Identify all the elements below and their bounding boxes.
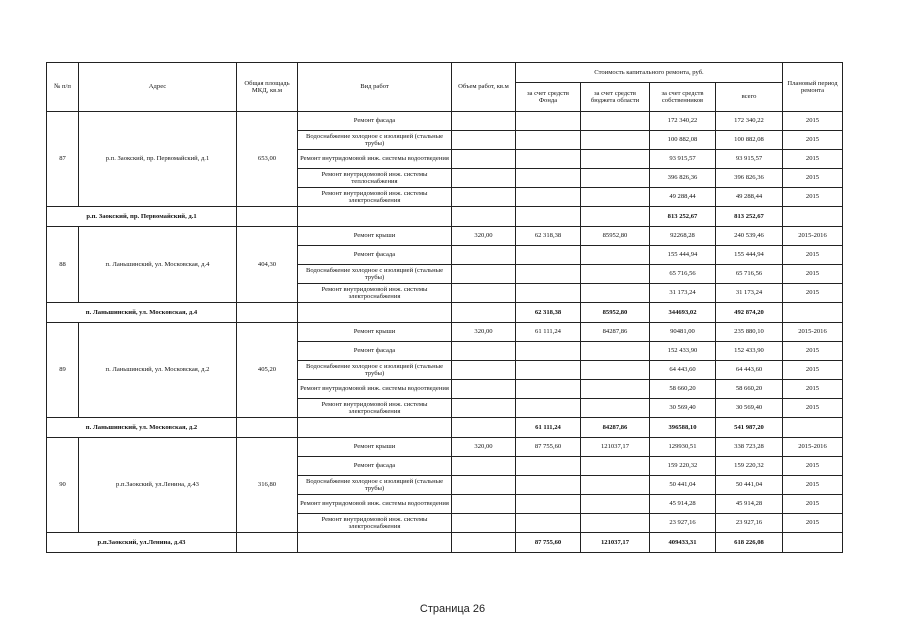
period-cell: 2015 xyxy=(783,131,843,150)
owners-cell: 64 443,60 xyxy=(650,361,716,380)
total-cell: 31 173,24 xyxy=(716,284,783,303)
header-area: Общая площадь МКД, кв.м xyxy=(237,63,298,112)
owners-cell: 23 927,16 xyxy=(650,514,716,533)
period-cell: 2015 xyxy=(783,495,843,514)
total-empty-cell xyxy=(452,533,516,553)
total-owners: 396588,10 xyxy=(650,418,716,438)
table-row xyxy=(47,112,843,131)
work-type-cell: Ремонт крыши xyxy=(298,227,452,246)
volume-cell xyxy=(452,246,516,265)
work-type-cell: Ремонт фасада xyxy=(298,112,452,131)
total-cell: 240 539,46 xyxy=(716,227,783,246)
total-owners: 409433,31 xyxy=(650,533,716,553)
work-type-cell: Ремонт фасада xyxy=(298,246,452,265)
header-total: всего xyxy=(716,83,783,112)
page-number: Страница 26 xyxy=(419,603,486,615)
owners-cell: 172 340,22 xyxy=(650,112,716,131)
fund-cell xyxy=(516,150,581,169)
repair-cost-table xyxy=(46,62,843,553)
volume-cell xyxy=(452,457,516,476)
total-region: 84287,86 xyxy=(581,418,650,438)
total-row xyxy=(47,207,843,227)
owners-cell: 49 288,44 xyxy=(650,188,716,207)
period-cell: 2015 xyxy=(783,169,843,188)
row-number: 87 xyxy=(47,112,79,207)
owners-cell: 65 716,56 xyxy=(650,265,716,284)
total-cell: 155 444,94 xyxy=(716,246,783,265)
region-cell xyxy=(581,476,650,495)
total-cell: 50 441,04 xyxy=(716,476,783,495)
table-body xyxy=(47,112,843,553)
total-cell: 65 716,56 xyxy=(716,265,783,284)
period-cell: 2015 xyxy=(783,342,843,361)
row-area: 316,80 xyxy=(237,438,298,533)
period-cell: 2015 xyxy=(783,514,843,533)
region-cell xyxy=(581,131,650,150)
fund-cell xyxy=(516,112,581,131)
total-empty-cell xyxy=(298,533,452,553)
header-address: Адрес xyxy=(79,63,237,112)
row-area: 405,20 xyxy=(237,323,298,418)
total-label: п. Ланьшинский, ул. Московская, д.2 xyxy=(47,418,237,438)
period-cell: 2015 xyxy=(783,150,843,169)
fund-cell xyxy=(516,476,581,495)
work-type-cell: Водоснабжение холодное с изоляцией (стальные трубы) xyxy=(298,476,452,495)
total-empty-cell xyxy=(237,418,298,438)
fund-cell xyxy=(516,457,581,476)
region-cell xyxy=(581,380,650,399)
work-type-cell: Ремонт внутридомовой инж. системы электроснабжения xyxy=(298,399,452,418)
fund-cell xyxy=(516,514,581,533)
region-cell xyxy=(581,361,650,380)
total-cell: 64 443,60 xyxy=(716,361,783,380)
period-cell: 2015 xyxy=(783,246,843,265)
fund-cell xyxy=(516,169,581,188)
region-cell xyxy=(581,246,650,265)
region-cell xyxy=(581,342,650,361)
total-empty-cell xyxy=(298,303,452,323)
total-empty-cell xyxy=(237,303,298,323)
region-cell: 85952,80 xyxy=(581,227,650,246)
work-type-cell: Ремонт фасада xyxy=(298,457,452,476)
total-region: 121037,17 xyxy=(581,533,650,553)
total-empty-cell xyxy=(298,207,452,227)
owners-cell: 93 915,57 xyxy=(650,150,716,169)
volume-cell xyxy=(452,112,516,131)
fund-cell: 87 755,60 xyxy=(516,438,581,457)
region-cell: 84287,86 xyxy=(581,323,650,342)
period-cell: 2015-2016 xyxy=(783,323,843,342)
owners-cell: 90481,00 xyxy=(650,323,716,342)
total-label: р.п.Заокский, ул.Ленина, д.43 xyxy=(47,533,237,553)
fund-cell xyxy=(516,495,581,514)
total-label: п. Ланьшинский, ул. Московская, д.4 xyxy=(47,303,237,323)
volume-cell xyxy=(452,265,516,284)
total-empty-cell xyxy=(298,418,452,438)
total-row xyxy=(47,533,843,553)
total-cell: 49 288,44 xyxy=(716,188,783,207)
total-sum: 541 987,20 xyxy=(716,418,783,438)
total-cell: 152 433,90 xyxy=(716,342,783,361)
region-cell xyxy=(581,514,650,533)
volume-cell xyxy=(452,399,516,418)
work-type-cell: Ремонт крыши xyxy=(298,438,452,457)
total-label: р.п. Заокский, пр. Первомайский, д.1 xyxy=(47,207,237,227)
fund-cell: 62 318,38 xyxy=(516,227,581,246)
total-cell: 100 882,08 xyxy=(716,131,783,150)
fund-cell xyxy=(516,380,581,399)
period-cell: 2015 xyxy=(783,284,843,303)
fund-cell xyxy=(516,188,581,207)
header-num: № п/п xyxy=(47,63,79,112)
owners-cell: 155 444,94 xyxy=(650,246,716,265)
fund-cell xyxy=(516,342,581,361)
total-fund: 61 111,24 xyxy=(516,418,581,438)
fund-cell: 61 111,24 xyxy=(516,323,581,342)
work-type-cell: Ремонт внутридомовой инж. системы электроснабжения xyxy=(298,284,452,303)
work-type-cell: Ремонт внутридомовой инж. системы водоотведения xyxy=(298,150,452,169)
volume-cell xyxy=(452,150,516,169)
header-period: Плановый период ремонта xyxy=(783,63,843,112)
owners-cell: 50 441,04 xyxy=(650,476,716,495)
total-empty-cell xyxy=(783,533,843,553)
region-cell xyxy=(581,399,650,418)
header-fund: за счет средств Фонда xyxy=(516,83,581,112)
volume-cell: 320,00 xyxy=(452,438,516,457)
total-cell: 30 569,40 xyxy=(716,399,783,418)
period-cell: 2015 xyxy=(783,380,843,399)
header-cost-group: Стоимость капитального ремонта, руб. xyxy=(516,63,783,83)
period-cell: 2015 xyxy=(783,399,843,418)
total-cell: 235 880,10 xyxy=(716,323,783,342)
period-cell: 2015 xyxy=(783,361,843,380)
total-cell: 45 914,28 xyxy=(716,495,783,514)
work-type-cell: Ремонт внутридомовой инж. системы электроснабжения xyxy=(298,188,452,207)
total-sum: 492 874,20 xyxy=(716,303,783,323)
fund-cell xyxy=(516,131,581,150)
total-cell: 93 915,57 xyxy=(716,150,783,169)
total-owners: 344693,02 xyxy=(650,303,716,323)
total-empty-cell xyxy=(783,303,843,323)
total-fund: 62 318,38 xyxy=(516,303,581,323)
period-cell: 2015-2016 xyxy=(783,438,843,457)
total-empty-cell xyxy=(452,207,516,227)
total-sum: 813 252,67 xyxy=(716,207,783,227)
volume-cell xyxy=(452,495,516,514)
row-area: 653,00 xyxy=(237,112,298,207)
owners-cell: 159 220,32 xyxy=(650,457,716,476)
total-row xyxy=(47,418,843,438)
volume-cell xyxy=(452,131,516,150)
volume-cell xyxy=(452,514,516,533)
row-number: 89 xyxy=(47,323,79,418)
work-type-cell: Водоснабжение холодное с изоляцией (стальные трубы) xyxy=(298,131,452,150)
row-address: р.п.Заокский, ул.Ленина, д.43 xyxy=(79,438,237,533)
work-type-cell: Ремонт внутридомовой инж. системы водоотведения xyxy=(298,380,452,399)
total-cell: 396 826,36 xyxy=(716,169,783,188)
volume-cell xyxy=(452,188,516,207)
total-sum: 618 226,08 xyxy=(716,533,783,553)
total-cell: 23 927,16 xyxy=(716,514,783,533)
work-type-cell: Ремонт крыши xyxy=(298,323,452,342)
owners-cell: 30 569,40 xyxy=(650,399,716,418)
total-row xyxy=(47,303,843,323)
row-address: р.п. Заокский, пр. Первомайский, д.1 xyxy=(79,112,237,207)
header-volume: Объем работ, кв.м xyxy=(452,63,516,112)
region-cell xyxy=(581,495,650,514)
period-cell: 2015 xyxy=(783,457,843,476)
period-cell: 2015 xyxy=(783,476,843,495)
fund-cell xyxy=(516,361,581,380)
region-cell xyxy=(581,457,650,476)
owners-cell: 396 826,36 xyxy=(650,169,716,188)
total-owners: 813 252,67 xyxy=(650,207,716,227)
total-empty-cell xyxy=(237,207,298,227)
total-empty-cell xyxy=(452,303,516,323)
total-fund: 87 755,60 xyxy=(516,533,581,553)
owners-cell: 100 882,08 xyxy=(650,131,716,150)
total-empty-cell xyxy=(783,418,843,438)
period-cell: 2015 xyxy=(783,265,843,284)
period-cell: 2015 xyxy=(783,188,843,207)
header-region: за счет средств бюджета области xyxy=(581,83,650,112)
volume-cell xyxy=(452,342,516,361)
work-type-cell: Ремонт внутридомовой инж. системы теплоснабжения xyxy=(298,169,452,188)
fund-cell xyxy=(516,399,581,418)
fund-cell xyxy=(516,284,581,303)
volume-cell xyxy=(452,476,516,495)
table-row xyxy=(47,227,843,246)
work-type-cell: Водоснабжение холодное с изоляцией (стальные трубы) xyxy=(298,361,452,380)
row-address: п. Ланьшинский, ул. Московская, д.2 xyxy=(79,323,237,418)
fund-cell xyxy=(516,246,581,265)
owners-cell: 45 914,28 xyxy=(650,495,716,514)
table-row xyxy=(47,323,843,342)
volume-cell: 320,00 xyxy=(452,227,516,246)
total-cell: 172 340,22 xyxy=(716,112,783,131)
region-cell xyxy=(581,150,650,169)
period-cell: 2015 xyxy=(783,112,843,131)
volume-cell xyxy=(452,380,516,399)
region-cell xyxy=(581,169,650,188)
region-cell xyxy=(581,112,650,131)
table-row xyxy=(47,438,843,457)
total-empty-cell xyxy=(452,418,516,438)
total-empty-cell xyxy=(783,207,843,227)
fund-cell xyxy=(516,265,581,284)
region-cell: 121037,17 xyxy=(581,438,650,457)
volume-cell xyxy=(452,284,516,303)
owners-cell: 58 660,20 xyxy=(650,380,716,399)
period-cell: 2015-2016 xyxy=(783,227,843,246)
total-cell: 338 723,28 xyxy=(716,438,783,457)
total-region xyxy=(581,207,650,227)
total-cell: 58 660,20 xyxy=(716,380,783,399)
total-fund xyxy=(516,207,581,227)
row-address: п. Ланьшинский, ул. Московская, д.4 xyxy=(79,227,237,303)
total-empty-cell xyxy=(237,533,298,553)
region-cell xyxy=(581,265,650,284)
work-type-cell: Ремонт внутридомовой инж. системы электроснабжения xyxy=(298,514,452,533)
header-owners: за счет средств собственников xyxy=(650,83,716,112)
total-region: 85952,80 xyxy=(581,303,650,323)
volume-cell: 320,00 xyxy=(452,323,516,342)
volume-cell xyxy=(452,169,516,188)
work-type-cell: Водоснабжение холодное с изоляцией (стальные трубы) xyxy=(298,265,452,284)
row-area: 404,30 xyxy=(237,227,298,303)
region-cell xyxy=(581,188,650,207)
owners-cell: 152 433,90 xyxy=(650,342,716,361)
row-number: 88 xyxy=(47,227,79,303)
owners-cell: 129930,51 xyxy=(650,438,716,457)
header-work-type: Вид работ xyxy=(298,63,452,112)
volume-cell xyxy=(452,361,516,380)
total-cell: 159 220,32 xyxy=(716,457,783,476)
owners-cell: 31 173,24 xyxy=(650,284,716,303)
row-number: 90 xyxy=(47,438,79,533)
work-type-cell: Ремонт фасада xyxy=(298,342,452,361)
owners-cell: 92268,28 xyxy=(650,227,716,246)
work-type-cell: Ремонт внутридомовой инж. системы водоотведения xyxy=(298,495,452,514)
region-cell xyxy=(581,284,650,303)
